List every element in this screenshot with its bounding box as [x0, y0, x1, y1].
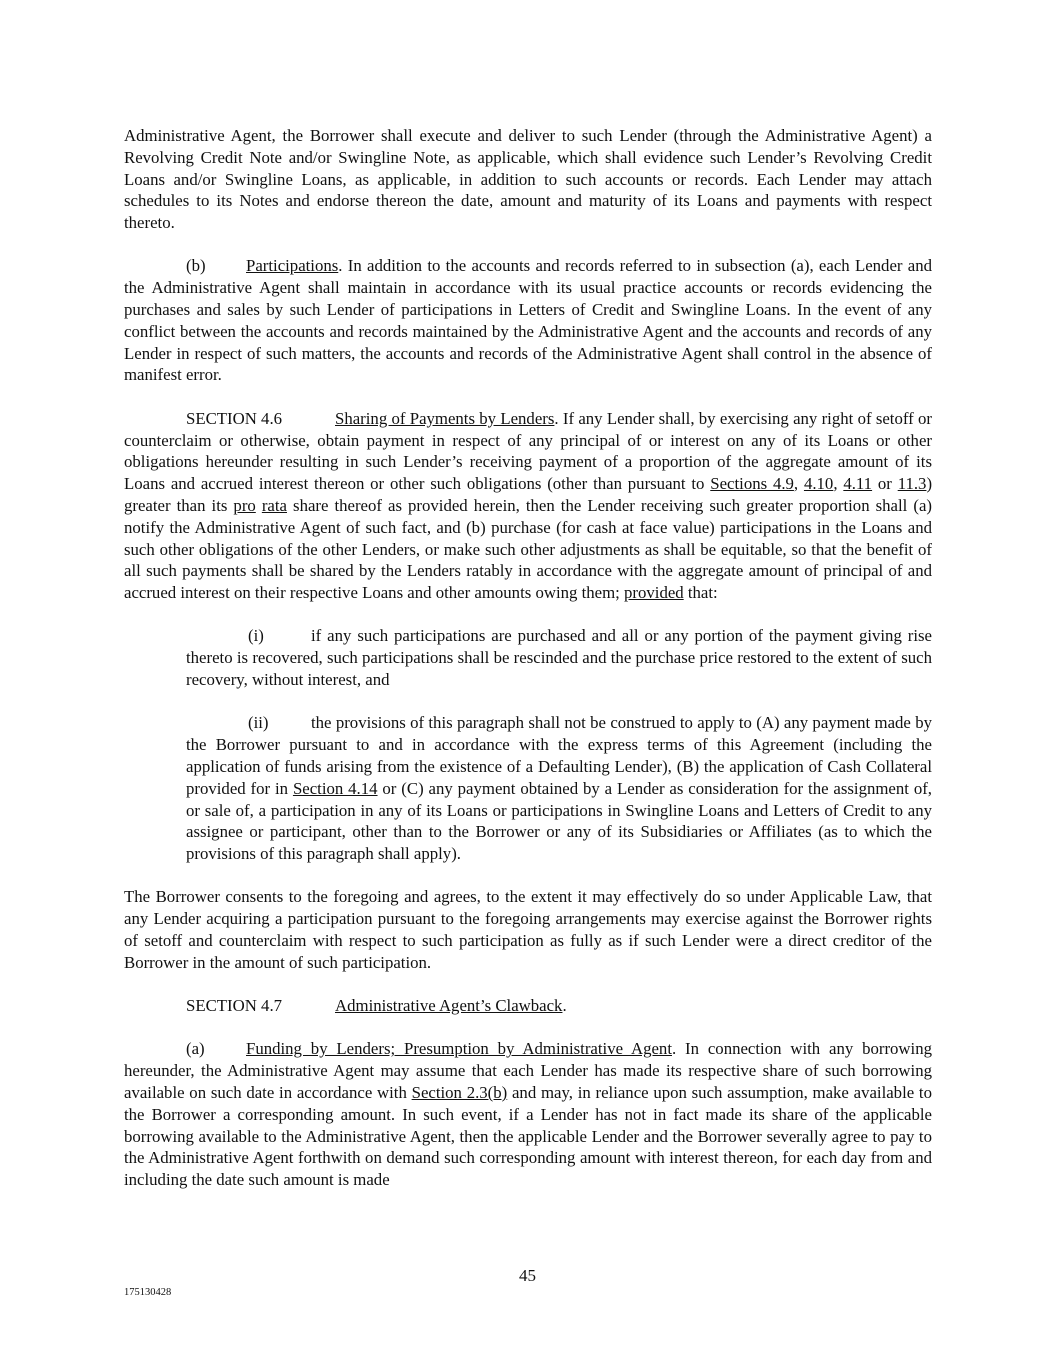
document-page: [124, 125, 932, 1191]
list-item-i-text: if any such participations are purchased and all or any portion of the payment giving rise thereto is recovered, such participations shall be rescinded and the purchase price restored to the extent of such recovery, without interest, and: [186, 626, 932, 690]
paragraph-b-label: (b): [186, 256, 206, 276]
paragraph-intro-text: Administrative Agent, the Borrower shall execute and deliver to such Lender (through the Administrative Agent) a Revolving Credit Note and/or Swingline Note, as applicable, which shall evidence such Lender’s Revolving Credit Loans and/or Swingline Loans, as applicable, in addition to such accounts or records. Each Lender may attach schedules to its Notes and endorse thereon the date, amount and maturity of its Loans and payments with respect thereto.: [124, 126, 932, 233]
paragraph-a-funding: (a) Funding by Lenders; Presumption by Administrative Agent. In connection with any borrowing hereunder, the Administrative Agent may assume that each Lender has made its respective share of such borrowing available on such date in accordance with Section 2.3(b) and may, in reliance upon such assumption, make available to the Borrower a corresponding amount. In such event, if a Lender has not in fact made its share of the applicable borrowing available to the Administrative Agent, then the applicable Lender and the Borrower severally agree to pay to the Administrative Agent forthwith on demand such corresponding amount with interest thereon, for each day from and including the date such amount is made: [124, 1039, 932, 1190]
section-4-7-number: SECTION 4.7: [186, 996, 283, 1016]
ref-section-4-14: Section 4.14: [292, 778, 378, 798]
section-4-6-title: Sharing of Payments by Lenders: [335, 408, 555, 428]
ref-section-2-3-b: Section 2.3(b): [411, 1082, 508, 1102]
paragraph-intro: [124, 125, 932, 234]
page-number: 45: [519, 1266, 536, 1285]
ref-section-4-11: 4.11: [843, 474, 873, 494]
section-4-6: SECTION 4.6 Sharing of Payments by Lenders. If any Lender shall, by exercising any right of setoff or counterclaim or otherwise, obtain payment in respect of any principal of or interest on any of its Loans or other obligations hereunder resulting in such Lender’s receiving payment of a proportion of the aggregate amount of its Loans and accrued interest thereon or other such obligations (other than pursuant to Sections 4.9, 4.10, 4.11 or 11.3) greater than its pro rata share thereof as provided herein, then the Lender receiving such greater proportion shall (a) notify the Administrative Agent of such fact, and (b) purchase (for cash at face value) participations in the Loans and such other obligations of the other Lenders, or make such other adjustments as shall be equitable, so that the benefit of all such payments shall be shared by the Lenders ratably in accordance with the aggregate amount of principal of and accrued interest on their respective Loans and other amounts owing them; provided that:: [124, 408, 933, 603]
provided-term: provided: [624, 583, 684, 603]
section-4-6-number: SECTION 4.6: [186, 408, 283, 428]
list-item-i-label: (i): [248, 626, 264, 646]
ref-section-11-3: 11.3: [897, 474, 927, 494]
section-4-7-heading: SECTION 4.7 Administrative Agent’s Clawback.: [186, 996, 567, 1016]
funding-heading: Funding by Lenders; Presumption by Administrative Agent: [246, 1039, 672, 1059]
paragraph-consent-text: The Borrower consents to the foregoing and agrees, to the extent it may effectively do so under Applicable Law, that any Lender acquiring a participation pursuant to the foregoing arrangements may exercise against the Borrower rights of setoff and counterclaim with respect to such participation as fully as if such Lender were a direct creditor of the Borrower in the amount of such participation.: [124, 887, 932, 972]
paragraph-b-participations: [124, 255, 932, 386]
paragraph-consent: [124, 886, 932, 973]
section-4-7-title: Administrative Agent’s Clawback: [335, 996, 563, 1016]
list-item-ii: (ii) the provisions of this paragraph shall not be construed to apply to (A) any payment made by the Borrower pursuant to and in accordance with the express terms of this Agreement (including the application of funds arising from the existence of a Defaulting Lender), (B) the application of Cash Collateral provided for in Section 4.14 or (C) any payment obtained by a Lender as consideration for the assignment of, or sale of, a participation in any of its Loans or participations in Swingline Loans and Letters of Credit to any assignee or participant, other than to the Borrower or any of its Subsidiaries or Affiliates (as to which the provisions of this paragraph shall apply).: [186, 713, 932, 864]
pro-term: pro: [233, 495, 256, 515]
list-item-ii-label: (ii): [248, 713, 269, 733]
participations-heading: Participations: [246, 256, 339, 276]
list-item-i: [186, 625, 932, 690]
rata-term: rata: [261, 495, 287, 515]
document-id: 175130428: [124, 1287, 172, 1298]
ref-section-4-10: 4.10: [803, 474, 834, 494]
paragraph-b-text: . In addition to the accounts and records referred to in subsection (a), each Lender and the Administrative Agent shall maintain in accordance with its usual practice accounts or records evidencing the purchases and sales by such Lender of participations in Letters of Credit and Swingline Loans. In the event of any conflict between the accounts and records maintained by the Administrative Agent and the accounts and records of any Lender in respect of such matters, the accounts and records of the Administrative Agent shall control in the absence of manifest error.: [124, 256, 932, 385]
ref-section-4-9: Sections 4.9: [710, 474, 794, 494]
paragraph-a-label: (a): [186, 1039, 205, 1059]
